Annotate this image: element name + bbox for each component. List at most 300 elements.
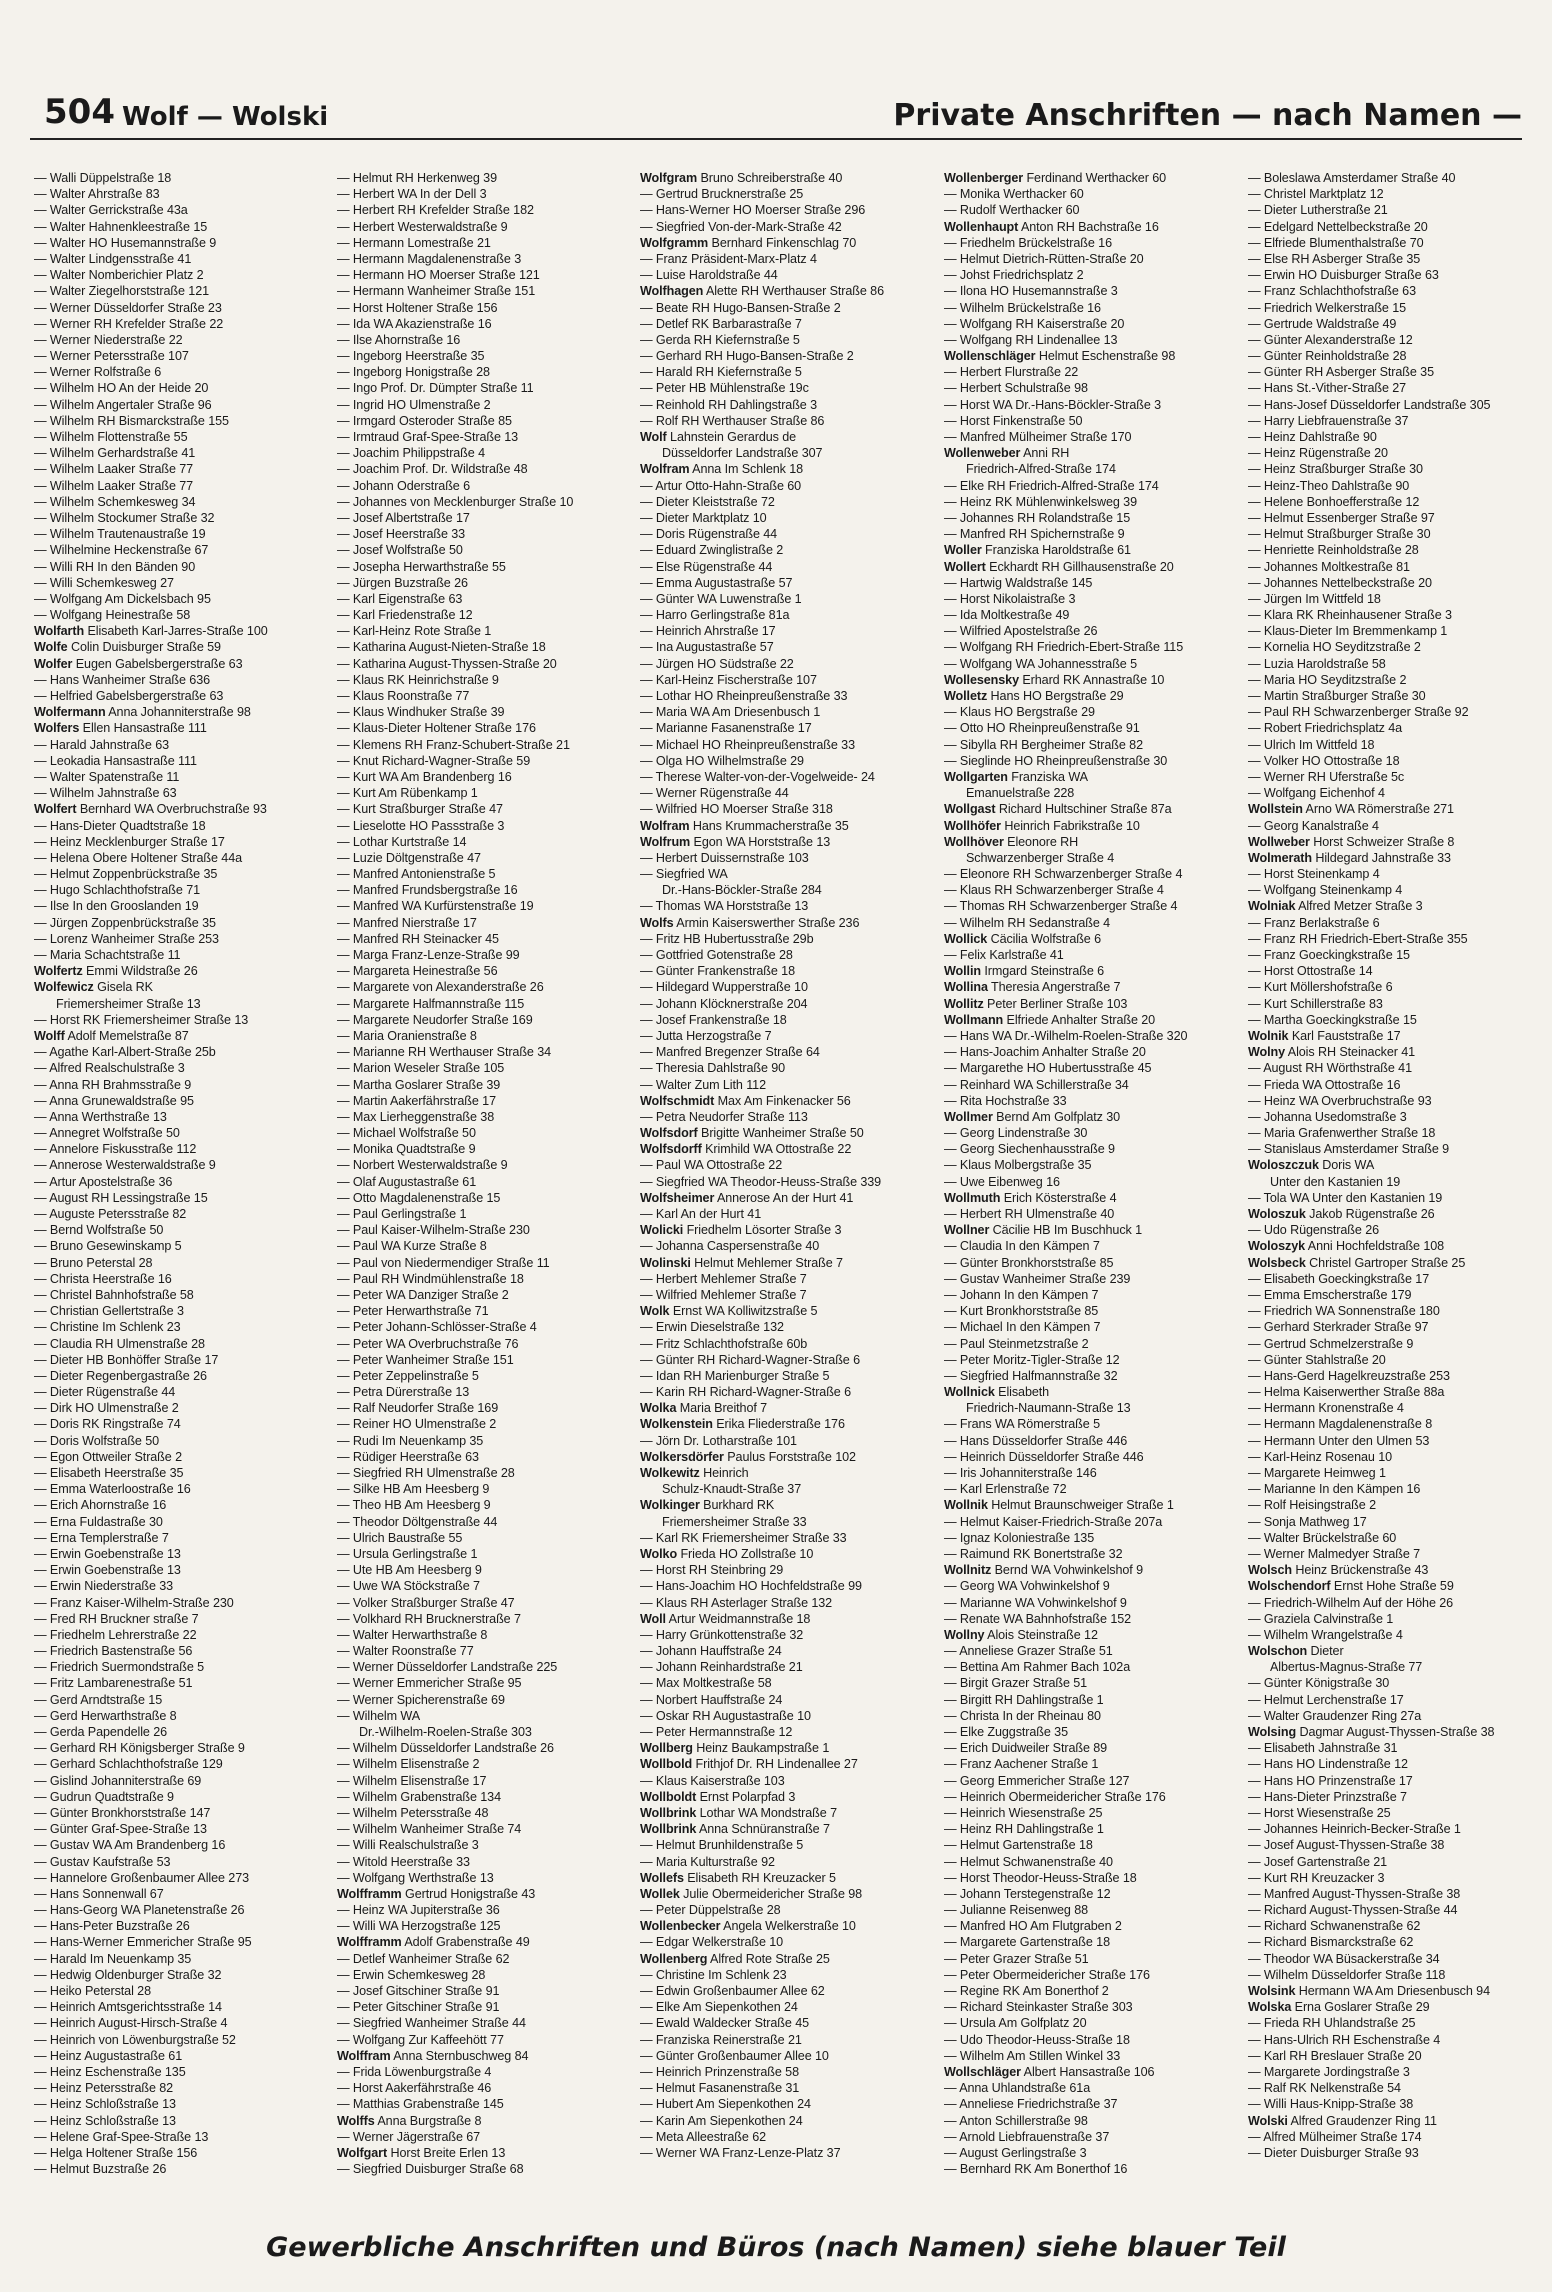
directory-entry: — Klaus Molbergstraße 35	[944, 1158, 1092, 1173]
directory-entry: — Harro Gerlingstraße 81a	[640, 608, 790, 623]
surname: Wolska	[1248, 2000, 1292, 2015]
directory-entry: — Wilhelm Elisenstraße 2	[337, 1757, 480, 1772]
directory-entry: — Hermann Magdalenenstraße 3	[337, 251, 522, 266]
directory-entry: — Herbert Flurstraße 22	[944, 365, 1079, 380]
directory-entry: — Dieter Marktplatz 10	[640, 510, 767, 525]
directory-entry: — Lothar Kurtstraße 14	[337, 834, 467, 849]
directory-entry: — Wilhelm Trautenaustraße 19	[34, 527, 206, 542]
directory-entry: — Gottfried Gotenstraße 28	[640, 948, 793, 962]
directory-entry: — Herbert RH Ulmenstraße 40	[944, 1207, 1115, 1221]
directory-entry: — Michael In den Kämpen 7	[944, 1320, 1101, 1335]
directory-entry: — Günter RH Richard-Wagner-Straße 6	[640, 1352, 860, 1367]
directory-entry: — Frieda WA Ottostraße 16	[1248, 1077, 1401, 1092]
directory-entry: — Lieselotte HO Passstraße 3	[337, 818, 505, 833]
surname: Wolnik	[1248, 1028, 1289, 1043]
directory-entry: — Olga HO Wilhelmstraße 29	[640, 753, 804, 768]
directory-entry: — Ute HB Am Heesberg 9	[337, 1563, 482, 1578]
surname-entry: Wolfsdorff Krimhild WA Ottostraße 22	[640, 1142, 852, 1157]
directory-entry: — Theodor Döltgenstraße 44	[337, 1514, 498, 1529]
directory-entry: — Hans-Georg WA Planetenstraße 26	[34, 1903, 245, 1918]
surname: Wolfers	[34, 721, 80, 736]
surname: Wolniak	[1248, 899, 1296, 914]
directory-entry: — Heinrich Düsseldorfer Straße 446	[944, 1449, 1144, 1464]
directory-entry: — Johannes von Mecklenburger Straße 10	[337, 494, 574, 509]
directory-entry: — Johannes RH Rolandstraße 15	[944, 510, 1131, 525]
directory-entry: — Agathe Karl-Albert-Straße 25b	[34, 1045, 216, 1060]
surname: Wollboldt	[640, 1789, 697, 1804]
directory-entry: — Helmut RH Herkenweg 39	[337, 171, 497, 185]
directory-column-2	[337, 170, 637, 2177]
entry-continuation: Albertus-Magnus-Straße 77	[1270, 1660, 1423, 1675]
directory-entry: — Hans-Ulrich RH Eschenstraße 4	[1248, 2032, 1441, 2047]
directory-entry: — Erwin Niederstraße 33	[34, 1579, 174, 1594]
surname-entry: Wollny Alois Steinstraße 12	[944, 1627, 1098, 1642]
directory-entry: — Klaus-Dieter Im Bremmenkamp 1	[1248, 624, 1448, 639]
surname: Wollschläger	[944, 2064, 1021, 2079]
directory-entry: — Gerda Papendelle 26	[34, 1725, 168, 1739]
directory-entry: — Heinz-Theo Dahlstraße 90	[1248, 478, 1410, 493]
directory-entry: — Heinz WA Overbruchstraße 93	[1248, 1093, 1432, 1108]
directory-entry: — Maria Grafenwerther Straße 18	[1248, 1126, 1436, 1141]
entry-continuation: Friemersheimer Straße 33	[662, 1514, 807, 1529]
directory-entry: — Wilhelm Flottenstraße 55	[34, 430, 188, 444]
directory-entry: — Walter Lindgensstraße 41	[34, 251, 192, 266]
directory-entry: — Erich Duidweiler Straße 89	[944, 1741, 1108, 1756]
surname-entry: Wollstein Arno WA Römerstraße 271	[1248, 802, 1454, 817]
directory-entry: — Paul RH Windmühlenstraße 18	[337, 1271, 524, 1286]
surname: Wollnik	[944, 1498, 988, 1513]
directory-entry: — Bernd Wolfstraße 50	[34, 1223, 164, 1238]
entry-continuation: Emanuelstraße 228	[966, 786, 1075, 801]
directory-entry: — Meta Alleestraße 62	[640, 2129, 766, 2144]
directory-entry: — Dieter Regenbergastraße 26	[34, 1368, 207, 1383]
directory-entry: — Robert Friedrichsplatz 4a	[1248, 721, 1403, 736]
surname-entry: Wolkenstein Erika Fliederstraße 176	[640, 1417, 845, 1432]
directory-entry: — Hans Sonnenwall 67	[34, 1886, 164, 1901]
surname: Wolkenstein	[640, 1417, 713, 1432]
directory-entry: — Ursula Am Golfplatz 20	[944, 2016, 1087, 2031]
surname: Wollenhaupt	[944, 219, 1019, 234]
entry-continuation: Dr.-Wilhelm-Roelen-Straße 303	[359, 1725, 532, 1739]
directory-entry: — Johann Terstegenstraße 12	[944, 1886, 1111, 1901]
directory-entry: — Rolf RH Werthauser Straße 86	[640, 413, 825, 428]
directory-entry: — Peter Obermeidericher Straße 176	[944, 1967, 1150, 1982]
surname: Wolsbeck	[1248, 1255, 1306, 1270]
directory-column-4	[944, 170, 1244, 2177]
directory-entry: — Udo Rügenstraße 26	[1248, 1223, 1380, 1238]
surname: Wolschendorf	[1248, 1579, 1331, 1594]
directory-entry: — Johannes Heinrich-Becker-Straße 1	[1248, 1822, 1461, 1837]
surname: Wollesensky	[944, 672, 1019, 687]
surname-entry: Wollnik Helmut Braunschweiger Straße 1	[944, 1498, 1174, 1513]
directory-entry: — Wolfgang Zur Kaffeehött 77	[337, 2032, 504, 2047]
directory-entry: — Edwin Großenbaumer Allee 62	[640, 1984, 825, 1998]
surname-entry: Wolfewicz Gisela RK	[34, 980, 153, 995]
directory-entry: — Werner Düsseldorfer Landstraße 225	[337, 1660, 558, 1675]
surname-entry: Wollefs Elisabeth RH Kreuzacker 5	[640, 1870, 836, 1885]
directory-entry: — Dieter Rügenstraße 44	[34, 1385, 176, 1400]
directory-entry: — Marion Weseler Straße 105	[337, 1061, 505, 1076]
directory-entry: — Wilhelm HO An der Heide 20	[34, 381, 209, 396]
surname: Wolletz	[944, 689, 988, 703]
surname: Wolsing	[1248, 1725, 1297, 1739]
directory-entry: — Peter Johann-Schlösser-Straße 4	[337, 1320, 537, 1335]
directory-entry: — Walli Düppelstraße 18	[34, 171, 172, 185]
surname: Wolfsdorf	[640, 1126, 698, 1141]
directory-entry: — Siegfried Halfmannstraße 32	[944, 1368, 1118, 1383]
directory-entry: — Josef Heerstraße 33	[337, 527, 466, 542]
directory-entry: — Wolfgang Werthstraße 13	[337, 1870, 494, 1885]
directory-entry: — Helene Bonhoefferstraße 12	[1248, 494, 1420, 509]
directory-entry: — Peter Zeppelinstraße 5	[337, 1368, 479, 1383]
directory-entry: — Gertrud Brucknerstraße 25	[640, 187, 804, 202]
directory-entry: — Franz Aachener Straße 1	[944, 1757, 1099, 1772]
directory-entry: — Franziska Reinerstraße 21	[640, 2032, 802, 2047]
entry-continuation: Schulz-Knaudt-Straße 37	[662, 1482, 802, 1497]
directory-entry: — Elisabeth Goeckingkstraße 17	[1248, 1271, 1430, 1286]
directory-entry: — Gudrun Quadtstraße 9	[34, 1789, 174, 1804]
surname-entry: Wolfers Ellen Hansastraße 111	[34, 721, 207, 736]
directory-entry: — Ursula Gerlingstraße 1	[337, 1546, 478, 1561]
directory-entry: — Harald Jahnstraße 63	[34, 737, 169, 752]
directory-entry: — Wilfried Apostelstraße 26	[944, 624, 1098, 639]
surname: Wolfschmidt	[640, 1093, 715, 1108]
directory-entry: — Helmut Gartenstraße 18	[944, 1838, 1093, 1853]
directory-entry: — Heinz Augustastraße 61	[34, 2048, 183, 2063]
directory-entry: — Anneliese Grazer Straße 51	[944, 1644, 1113, 1659]
directory-entry: — Harald RH Kiefernstraße 5	[640, 365, 802, 380]
surname-entry: Wollmann Elfriede Anhalter Straße 20	[944, 1012, 1156, 1027]
directory-entry: — Wilhelm Grabenstraße 134	[337, 1789, 501, 1804]
surname: Wollweber	[1248, 834, 1310, 849]
directory-entry: — Ingrid HO Ulmenstraße 2	[337, 397, 491, 412]
directory-entry: — Egon Ottweiler Straße 2	[34, 1449, 182, 1464]
surname-entry: Wollberg Heinz Baukampstraße 1	[640, 1741, 830, 1756]
directory-entry: — Helmut Essenberger Straße 97	[1248, 510, 1435, 525]
directory-entry: — Lothar HO Rheinpreußenstraße 33	[640, 689, 848, 703]
directory-entry: — Hermann Magdalenenstraße 8	[1248, 1417, 1433, 1432]
directory-entry: — Wilhelm Schemkesweg 34	[34, 494, 196, 509]
directory-entry: — Horst Finkenstraße 50	[944, 413, 1083, 428]
directory-entry: — Erwin Goebenstraße 13	[34, 1546, 181, 1561]
directory-entry: — Reinhold RH Dahlingstraße 3	[640, 397, 817, 412]
directory-entry: — Werner Rolfstraße 6	[34, 365, 162, 380]
directory-entry: — Margarethe HO Hubertusstraße 45	[944, 1061, 1152, 1076]
surname: Wolfert	[34, 802, 77, 817]
directory-entry: — Walter Hahnenkleestraße 15	[34, 219, 208, 234]
directory-entry: — Horst RH Steinbring 29	[640, 1563, 784, 1578]
surname-entry: Wolfer Eugen Gabelsbergerstraße 63	[34, 656, 243, 671]
directory-entry: — Klaus-Dieter Holtener Straße 176	[337, 721, 536, 736]
directory-entry: — Bruno Peterstal 28	[34, 1255, 153, 1270]
directory-entry: — Elke RH Friedrich-Alfred-Straße 174	[944, 478, 1159, 493]
directory-entry: — Stanislaus Amsterdamer Straße 9	[1248, 1142, 1450, 1157]
directory-entry: — August RH Wörthstraße 41	[1248, 1061, 1412, 1076]
directory-entry: — Michael HO Rheinpreußenstraße 33	[640, 737, 855, 752]
surname-entry: Wolsink Hermann WA Am Driesenbusch 94	[1248, 1984, 1490, 1998]
surname: Woll	[640, 1611, 666, 1626]
directory-entry: — Petra Dürerstraße 13	[337, 1385, 470, 1400]
directory-entry: — Doris Wolfstraße 50	[34, 1433, 160, 1448]
surname-entry: Wollweber Horst Schweizer Straße 8	[1248, 834, 1455, 849]
directory-entry: — Klaus RH Schwarzenberger Straße 4	[944, 883, 1164, 898]
surname-entry: Wolfrum Egon WA Horststraße 13	[640, 834, 831, 849]
directory-entry: — Günter Graf-Spee-Straße 13	[34, 1822, 207, 1837]
directory-entry: — Hans-Peter Buzstraße 26	[34, 1919, 190, 1934]
directory-entry: — Marianne RH Werthauser Straße 34	[337, 1045, 552, 1060]
surname: Wollbrink	[640, 1805, 697, 1820]
directory-column-3	[640, 170, 940, 2161]
directory-entry: — Marianne WA Vohwinkelshof 9	[944, 1595, 1127, 1610]
surname: Wolfertz	[34, 964, 83, 979]
directory-entry: — Anna Werthstraße 13	[34, 1109, 167, 1124]
surname-entry: Wollbrink Lothar WA Mondstraße 7	[640, 1805, 837, 1820]
directory-entry: — Katharina August-Thyssen-Straße 20	[337, 656, 557, 671]
surname-entry: Wolfertz Emmi Wildstraße 26	[34, 964, 198, 979]
directory-entry: — Siegfried WA Theodor-Heuss-Straße 339	[640, 1174, 882, 1189]
surname: Wolfewicz	[34, 980, 94, 995]
surname-entry: Wolschendorf Ernst Hohe Straße 59	[1248, 1579, 1454, 1594]
directory-entry: — Irmgard Osteroder Straße 85	[337, 413, 512, 428]
directory-entry: — Manfred WA Kurfürstenstraße 19	[337, 899, 534, 914]
directory-entry: — Frans WA Römerstraße 5	[944, 1417, 1100, 1432]
directory-entry: — Hans Düsseldorfer Straße 446	[944, 1433, 1128, 1448]
directory-entry: — Hermann HO Moerser Straße 121	[337, 268, 540, 283]
directory-entry: — Ewald Waldecker Straße 45	[640, 2016, 810, 2031]
directory-entry: — Ingo Prof. Dr. Dümpter Straße 11	[337, 381, 534, 396]
surname: Wolkewitz	[640, 1466, 700, 1480]
directory-entry: — Erna Fuldastraße 30	[34, 1514, 163, 1529]
directory-entry: — Manfred RH Steinacker 45	[337, 931, 499, 946]
surname-entry: Wolka Maria Breithof 7	[640, 1401, 768, 1416]
directory-entry: — Friedrich WA Sonnenstraße 180	[1248, 1304, 1440, 1319]
directory-entry: — Kurt WA Am Brandenberg 16	[337, 769, 512, 784]
surname: Wollek	[640, 1886, 680, 1901]
directory-entry: — Anna RH Brahmsstraße 9	[34, 1077, 192, 1092]
directory-entry: — Josef Gartenstraße 21	[1248, 1854, 1388, 1869]
surname-entry: Wolfgart Horst Breite Erlen 13	[337, 2145, 506, 2160]
directory-entry: — Heinz Straßburger Straße 30	[1248, 462, 1423, 477]
directory-entry: — Auguste Petersstraße 82	[34, 1207, 187, 1221]
directory-entry: — Hans-Josef Düsseldorfer Landstraße 305	[1248, 397, 1491, 412]
surname: Wollert	[944, 559, 986, 574]
directory-entry: — Erwin Schemkesweg 28	[337, 1967, 486, 1982]
directory-entry: — Rita Hochstraße 33	[944, 1093, 1067, 1108]
directory-entry: — Manfred HO Am Flutgraben 2	[944, 1919, 1122, 1934]
directory-entry: — Richard Bismarckstraße 62	[1248, 1935, 1414, 1950]
directory-entry: — Franz Berlakstraße 6	[1248, 915, 1380, 930]
directory-entry: — Peter Herwarthstraße 71	[337, 1304, 489, 1319]
directory-entry: — Wilhelm RH Sedanstraße 4	[944, 915, 1111, 930]
directory-entry: — Gerhard RH Hugo-Bansen-Straße 2	[640, 349, 854, 364]
directory-entry: — Harry Grünkottenstraße 32	[640, 1627, 804, 1642]
surname-entry: Wolniak Alfred Metzer Straße 3	[1248, 899, 1423, 914]
directory-entry: — Günter Bronkhorststraße 85	[944, 1255, 1114, 1270]
directory-entry: — Siegfried WA	[640, 867, 728, 882]
directory-entry: — Fritz Schlachthofstraße 60b	[640, 1336, 808, 1351]
directory-entry: — Johannes Nettelbeckstraße 20	[1248, 575, 1432, 590]
directory-entry: — Else RH Asberger Straße 35	[1248, 251, 1421, 266]
directory-entry: — Heinrich Amtsgerichtsstraße 14	[34, 2000, 222, 2015]
directory-entry: — Volker Straßburger Straße 47	[337, 1595, 515, 1610]
directory-entry: — Paul von Niedermendiger Straße 11	[337, 1255, 550, 1270]
directory-entry: — Karin Am Siepenkothen 24	[640, 2113, 803, 2128]
directory-entry: — Emma Emscherstraße 179	[1248, 1287, 1412, 1302]
directory-entry: — Jutta Herzogstraße 7	[640, 1028, 772, 1043]
directory-entry: — Wilhelm Am Stillen Winkel 33	[944, 2048, 1121, 2063]
directory-entry: — Hartwig Waldstraße 145	[944, 575, 1093, 590]
surname-entry: Wollgarten Franziska WA	[944, 769, 1088, 784]
directory-entry: — Josef Frankenstraße 18	[640, 1012, 787, 1027]
directory-entry: — Rudolf Werthacker 60	[944, 203, 1080, 218]
directory-entry: — Willi RH In den Bänden 90	[34, 559, 196, 574]
directory-entry: — Jürgen Zoppenbrückstraße 35	[34, 915, 216, 930]
directory-entry: — Gustav WA Am Brandenberg 16	[34, 1838, 226, 1853]
surname-entry: Wolfe Colin Duisburger Straße 59	[34, 640, 221, 655]
surname: Wolski	[1248, 2113, 1288, 2128]
directory-entry: — Hugo Schlachthofstraße 71	[34, 883, 201, 898]
directory-entry: — Hermann Lomestraße 21	[337, 235, 491, 250]
directory-entry: — Heinz Eschenstraße 135	[34, 2064, 186, 2079]
surname: Wolfer	[34, 656, 73, 671]
directory-entry: — Maria Oranienstraße 8	[337, 1028, 477, 1043]
directory-entry: — Siegfried Wanheimer Straße 44	[337, 2016, 526, 2031]
footer-note: Gewerbliche Anschriften und Büros (nach Namen) siehe blauer Teil	[266, 2232, 1286, 2263]
directory-entry: — Wolfgang Steinenkamp 4	[1248, 883, 1403, 898]
directory-entry: — Walter Spatenstraße 11	[34, 769, 180, 784]
directory-entry: — Herbert Westerwaldstraße 9	[337, 219, 508, 234]
directory-entry: — Siegfried Von-der-Mark-Straße 42	[640, 219, 842, 234]
directory-entry: — Helmut Buzstraße 26	[34, 2162, 167, 2177]
directory-entry: — Anna Grunewaldstraße 95	[34, 1093, 194, 1108]
directory-entry: — Karl-Heinz Rote Straße 1	[337, 624, 492, 639]
surname-entry: Wolfgramm Bernhard Finkenschlag 70	[640, 235, 857, 250]
directory-entry: — Werner RH Uferstraße 5c	[1248, 769, 1405, 784]
directory-entry: — Kurt Am Rübenkamp 1	[337, 786, 478, 801]
directory-entry: — Helga Holtener Straße 156	[34, 2145, 198, 2160]
surname: Wolfermann	[34, 705, 106, 720]
directory-entry: — Hedwig Oldenburger Straße 32	[34, 1967, 222, 1982]
surname: Wolfgramm	[640, 235, 709, 250]
directory-entry: — Margarete von Alexanderstraße 26	[337, 980, 544, 995]
surname: Wollhöver	[944, 834, 1004, 849]
surname: Wollina	[944, 980, 988, 995]
directory-entry: — Willi WA Herzogstraße 125	[337, 1919, 501, 1934]
surname: Wolfgart	[337, 2145, 388, 2160]
directory-entry: — Hans St.-Vither-Straße 27	[1248, 381, 1407, 396]
directory-entry: — Horst Aakerfährstraße 46	[337, 2081, 492, 2096]
surname-entry: Wollenhaupt Anton RH Bachstraße 16	[944, 219, 1159, 234]
surname: Wolfframm	[337, 1886, 402, 1901]
directory-entry: — Friedrich Bastenstraße 56	[34, 1644, 193, 1659]
directory-entry: — Wilfried HO Moerser Straße 318	[640, 802, 833, 817]
surname-entry: Wolfarth Elisabeth Karl-Jarres-Straße 100	[34, 624, 268, 639]
directory-entry: — Willi Schemkesweg 27	[34, 575, 174, 590]
directory-entry: — Franz RH Friedrich-Ebert-Straße 355	[1248, 931, 1468, 946]
directory-entry: — Heinrich Wiesenstraße 25	[944, 1805, 1103, 1820]
directory-entry: — Iris Johanniterstraße 146	[944, 1466, 1097, 1480]
surname: Wollenweber	[944, 446, 1021, 461]
surname-entry: Wolsbeck Christel Gartroper Straße 25	[1248, 1255, 1466, 1270]
directory-entry: — Birgit Grazer Straße 51	[944, 1676, 1088, 1691]
surname: Wollny	[944, 1627, 985, 1642]
directory-entry: — Friedrich-Wilhelm Auf der Höhe 26	[1248, 1595, 1454, 1610]
surname-entry: Wollbold Frithjof Dr. RH Lindenallee 27	[640, 1757, 858, 1772]
directory-entry: — Gerhard Sterkrader Straße 97	[1248, 1320, 1429, 1335]
entry-continuation: Unter den Kastanien 19	[1270, 1174, 1401, 1189]
directory-column-5	[1248, 170, 1544, 2161]
directory-entry: — Anna Uhlandstraße 61a	[944, 2081, 1091, 2096]
directory-entry: — Paul RH Schwarzenberger Straße 92	[1248, 705, 1469, 720]
directory-entry: — Franz Kaiser-Wilhelm-Straße 230	[34, 1595, 234, 1610]
directory-entry: — Theo HB Am Heesberg 9	[337, 1498, 491, 1513]
surname: Wolfram	[640, 462, 690, 477]
surname: Wolfrum	[640, 834, 691, 849]
directory-entry: — Heinz Dahlstraße 90	[1248, 430, 1377, 444]
directory-entry: — Georg Emmericher Straße 127	[944, 1773, 1130, 1788]
directory-entry: — Udo Theodor-Heuss-Straße 18	[944, 2032, 1130, 2047]
directory-entry: — Helmut Brunhildenstraße 5	[640, 1838, 804, 1853]
directory-entry: — Fritz HB Hubertusstraße 29b	[640, 931, 814, 946]
directory-entry: — Christian Gellertstraße 3	[34, 1304, 184, 1319]
directory-entry: — Heiko Peterstal 28	[34, 1984, 151, 1998]
directory-entry: — Ulrich Im Wittfeld 18	[1248, 737, 1375, 752]
directory-entry: — Hubert Am Siepenkothen 24	[640, 2097, 811, 2112]
directory-entry: — Fritz Lambarenestraße 51	[34, 1676, 193, 1691]
directory-entry: — Walter Nomberichier Platz 2	[34, 268, 204, 283]
directory-entry: — Manfred Frundsbergstraße 16	[337, 883, 518, 898]
directory-entry: — Wilfried Mehlemer Straße 7	[640, 1287, 807, 1302]
surname: Wolka	[640, 1401, 677, 1416]
surname: Wolfe	[34, 640, 68, 655]
surname-entry: Wolfsdorf Brigitte Wanheimer Straße 50	[640, 1126, 864, 1141]
directory-entry: — Wolfgang RH Lindenallee 13	[944, 332, 1118, 347]
directory-entry: — Paul WA Kurze Straße 8	[337, 1239, 487, 1254]
directory-entry: — Idan RH Marienburger Straße 5	[640, 1368, 830, 1383]
directory-entry: — Monika Werthacker 60	[944, 187, 1084, 202]
directory-entry: — Helmut Zoppenbrückstraße 35	[34, 867, 218, 882]
surname: Wolfsheimer	[640, 1190, 715, 1205]
directory-entry: — Manfred Antonienstraße 5	[337, 867, 496, 882]
surname: Wollefs	[640, 1870, 684, 1885]
directory-entry: — Hildegard Wupperstraße 10	[640, 980, 808, 995]
surname: Wolf	[640, 430, 667, 444]
surname-entry: Wolfert Bernhard WA Overbruchstraße 93	[34, 802, 267, 817]
surname: Wolfarth	[34, 624, 85, 639]
directory-entry: — Margarete Heimweg 1	[1248, 1466, 1386, 1480]
directory-entry: — Klaus Roonstraße 77	[337, 689, 470, 703]
directory-entry: — Walter HO Husemannstraße 9	[34, 235, 217, 250]
directory-entry: — Franz Präsident-Marx-Platz 4	[640, 251, 817, 266]
entry-continuation: Schwarzenberger Straße 4	[966, 850, 1115, 865]
directory-entry: — Werner Rügenstraße 44	[640, 786, 789, 801]
directory-entry: — Olaf Augustastraße 61	[337, 1174, 477, 1189]
directory-entry: — August Gerlingstraße 3	[944, 2145, 1087, 2160]
directory-entry: — Henriette Reinholdstraße 28	[1248, 543, 1419, 558]
directory-entry: — Friedhelm Brückelstraße 16	[944, 235, 1112, 250]
directory-entry: — Marianne In den Kämpen 16	[1248, 1482, 1421, 1497]
surname: Wollhöfer	[944, 818, 1001, 833]
surname-entry: Wollesensky Erhard RK Annastraße 10	[944, 672, 1165, 687]
directory-entry: — Regine RK Am Bonerthof 2	[944, 1984, 1109, 1998]
surname: Wollmuth	[944, 1190, 1001, 1205]
directory-entry: — August RH Lessingstraße 15	[34, 1190, 208, 1205]
directory-entry: — Walter Ahrstraße 83	[34, 187, 160, 202]
directory-entry: — Heinz RK Mühlenwinkelsweg 39	[944, 494, 1137, 509]
directory-entry: — Max Moltkestraße 58	[640, 1676, 772, 1691]
surname-entry: Wollschläger Albert Hansastraße 106	[944, 2064, 1155, 2079]
directory-entry: — Herbert Schulstraße 98	[944, 381, 1088, 396]
